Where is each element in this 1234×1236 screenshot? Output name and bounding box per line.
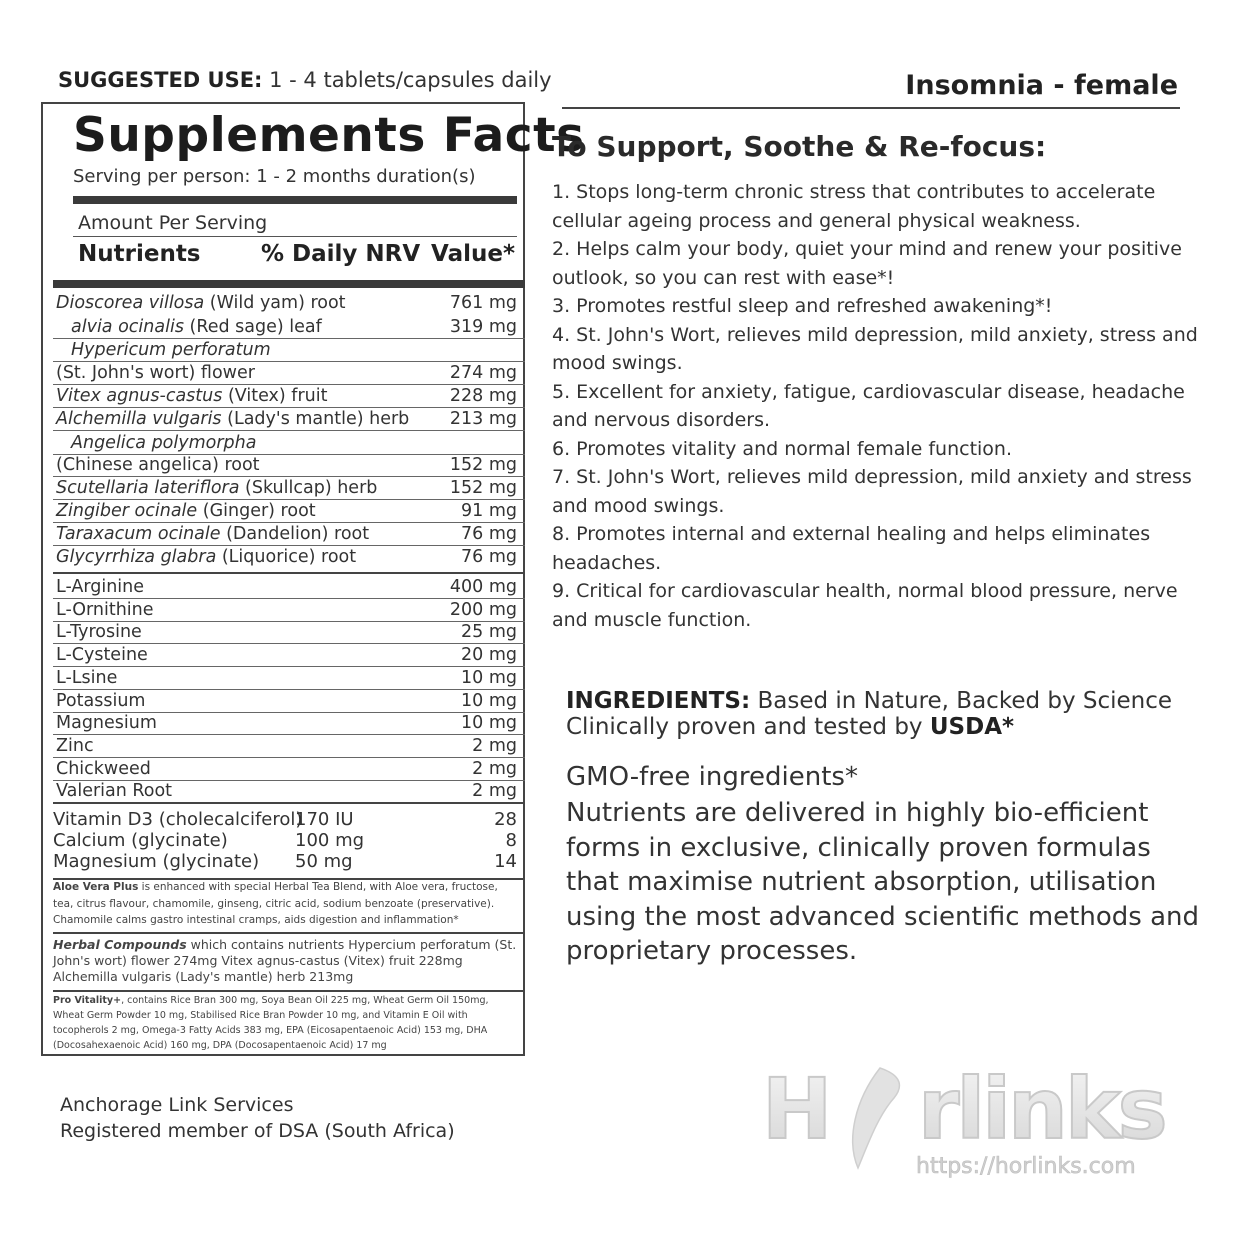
dsa-membership: Registered member of DSA (South Africa) bbox=[60, 1120, 455, 1142]
herb-latin-name: Dioscorea villosa bbox=[56, 293, 205, 313]
herb-row bbox=[53, 546, 525, 569]
vitamin-nrv: 8 bbox=[505, 830, 517, 851]
nutrient-name: Valerian Root bbox=[56, 781, 173, 802]
benefit-item: 9. Critical for cardiovascular health, normal blood pressure, nerve and muscle function. bbox=[552, 580, 1178, 631]
herb-common-name: (Chinese angelica) root bbox=[56, 455, 260, 475]
nutrient-value: 10 mg bbox=[461, 713, 517, 734]
nutrient-value: 400 mg bbox=[449, 577, 517, 597]
nutrient-row bbox=[53, 644, 525, 667]
vitamin-amount: 50 mg bbox=[295, 851, 353, 872]
thick-divider bbox=[53, 280, 525, 288]
herb-name bbox=[56, 455, 260, 475]
nutrient-row bbox=[53, 712, 525, 735]
herb-row bbox=[53, 500, 525, 523]
vitamin-amount: 100 mg bbox=[295, 830, 365, 851]
aloe-note-title: Aloe Vera Plus bbox=[53, 881, 139, 893]
herb-value: 274 mg bbox=[449, 363, 517, 383]
herb-common-name: (Wild yam) root bbox=[204, 293, 346, 313]
herb-row bbox=[53, 408, 525, 431]
benefit-item: 3. Promotes restful sleep and refreshed awakening*! bbox=[552, 295, 1053, 317]
nutrient-name: L-Lsine bbox=[56, 667, 118, 688]
title-divider bbox=[562, 107, 1180, 109]
ingredients-label: INGREDIENTS: bbox=[566, 688, 751, 714]
ingredients-heading bbox=[566, 688, 1172, 714]
herb-value: 76 mg bbox=[461, 524, 517, 544]
nutrient-name: L-Ornithine bbox=[56, 599, 154, 620]
herb-latin-name: Vitex agnus-castus bbox=[56, 386, 223, 406]
section-divider bbox=[53, 932, 525, 934]
svg-text:rlinks: rlinks bbox=[918, 1060, 1165, 1158]
nutrient-name: L-Tyrosine bbox=[56, 622, 142, 643]
herb-value: 213 mg bbox=[449, 409, 517, 429]
nutrient-row bbox=[53, 621, 525, 644]
herb-row bbox=[53, 432, 525, 455]
vitamin-nrv: 28 bbox=[494, 809, 517, 830]
herb-name bbox=[56, 547, 356, 567]
herb-row bbox=[53, 339, 525, 362]
benefit-item: 8. Promotes internal and external healing and helps eliminates headaches. bbox=[552, 523, 1151, 574]
watermark-url: https://horlinks.com bbox=[916, 1154, 1136, 1179]
herb-row bbox=[53, 477, 525, 500]
herb-name bbox=[71, 317, 322, 337]
nutrient-value: 2 mg bbox=[472, 781, 517, 802]
nutrient-value: 200 mg bbox=[449, 599, 517, 620]
svg-text:H: H bbox=[762, 1060, 831, 1158]
nutrient-row bbox=[53, 735, 525, 758]
nutrient-value: 20 mg bbox=[461, 645, 517, 666]
thin-divider bbox=[73, 236, 517, 237]
support-title: To Support, Soothe & Re-focus: bbox=[552, 130, 1047, 163]
nutrient-name: Magnesium bbox=[56, 713, 157, 734]
vitamin-nrv: 14 bbox=[494, 851, 517, 872]
benefit-item: 5. Excellent for anxiety, fatigue, cardiovascular disease, headache and nervous disorders. bbox=[552, 380, 1185, 431]
vitamin-name: Calcium (glycinate) bbox=[53, 830, 228, 851]
herb-value: 91 mg bbox=[461, 501, 517, 521]
vitamin-row bbox=[53, 809, 525, 830]
herb-value: 761 mg bbox=[449, 293, 517, 313]
herb-common-name: (Lady's mantle) herb bbox=[221, 409, 410, 429]
herb-common-name: (Liquorice) root bbox=[216, 547, 357, 567]
nutrient-value: 10 mg bbox=[461, 690, 517, 711]
herb-latin-name: alvia ocinalis bbox=[71, 317, 184, 337]
nutrient-name: L-Arginine bbox=[56, 577, 145, 597]
supplement-facts-panel bbox=[41, 102, 585, 1056]
suggested-use-text: 1 - 4 tablets/capsules daily bbox=[262, 68, 552, 92]
herb-name bbox=[71, 340, 271, 360]
herb-name bbox=[71, 433, 256, 453]
nutrient-name: Chickweed bbox=[56, 758, 151, 779]
aloe-note-text: is enhanced with special Herbal Tea Blend, with Aloe vera, fructose, tea, citrus flavour, chamomile, ginseng, citric acid, sodium benzoate (preservative). Chamomile calms gastro intestinal cramps, aids digestion and inflammation* bbox=[53, 881, 498, 926]
herb-common-name: (Vitex) fruit bbox=[222, 386, 328, 406]
section-divider bbox=[53, 572, 525, 574]
nutrient-value: 10 mg bbox=[461, 667, 517, 688]
benefit-item: 2. Helps calm your body, quiet your mind and renew your positive outlook, so you can rest with ease*! bbox=[552, 238, 1182, 289]
herb-name bbox=[56, 524, 369, 544]
herb-value: 76 mg bbox=[461, 547, 517, 567]
herb-name bbox=[56, 293, 346, 313]
vitamin-amount: 170 IU bbox=[295, 809, 354, 830]
vitamin-row bbox=[53, 830, 525, 851]
herb-common-name: (Dandelion) root bbox=[220, 524, 370, 544]
amount-per-serving: Amount Per Serving bbox=[78, 212, 268, 234]
herb-row bbox=[53, 385, 525, 408]
nutrient-row bbox=[53, 667, 525, 690]
product-title: Insomnia - female bbox=[905, 70, 1178, 101]
herb-value: 228 mg bbox=[449, 386, 517, 406]
horlinks-watermark-logo bbox=[760, 1040, 1200, 1180]
herb-name bbox=[56, 386, 327, 406]
gmo-free: GMO-free ingredients* bbox=[566, 762, 858, 792]
herb-latin-name: Zingiber ocinale bbox=[56, 501, 198, 521]
vitamin-name: Vitamin D3 (cholecalciferol) bbox=[53, 809, 303, 830]
benefit-item: 7. St. John's Wort, relieves mild depression, mild anxiety and stress and mood swings. bbox=[552, 466, 1192, 517]
herb-latin-name: Glycyrrhiza glabra bbox=[56, 547, 217, 567]
herb-common-name: (Red sage) leaf bbox=[183, 317, 322, 337]
herb-common-name: (St. John's wort) flower bbox=[56, 363, 255, 383]
herb-common-name: (Skullcap) herb bbox=[239, 478, 378, 498]
ingredients-description: Nutrients are delivered in highly bio-efficient forms in exclusive, clinically proven formulas that maximise nutrient absorption, utilisation using the most advanced scientific methods and proprietary processes. bbox=[566, 798, 1199, 966]
nutrient-row bbox=[53, 576, 525, 599]
benefit-item: 1. Stops long-term chronic stress that contributes to accelerate cellular ageing process and general physical weakness. bbox=[552, 181, 1156, 232]
company-name: Anchorage Link Services bbox=[60, 1094, 294, 1116]
nutrient-value: 2 mg bbox=[472, 758, 517, 779]
herb-value: 152 mg bbox=[449, 455, 517, 475]
herb-latin-name: Scutellaria lateriflora bbox=[56, 478, 240, 498]
usda-label: USDA* bbox=[929, 714, 1015, 740]
herb-common-name: (Ginger) root bbox=[197, 501, 316, 521]
herb-latin-name: Angelica polymorpha bbox=[71, 433, 257, 453]
ingredients-tagline: Based in Nature, Backed by Science bbox=[750, 688, 1173, 714]
thick-divider bbox=[73, 196, 517, 204]
herb-latin-name: Alchemilla vulgaris bbox=[56, 409, 222, 429]
section-divider bbox=[53, 990, 525, 992]
herb-row bbox=[53, 362, 525, 385]
nutrient-value: 25 mg bbox=[461, 622, 517, 643]
herb-row bbox=[53, 523, 525, 546]
herb-name bbox=[56, 409, 409, 429]
benefit-item: 4. St. John's Wort, relieves mild depression, mild anxiety, stress and mood swings. bbox=[552, 323, 1198, 374]
herb-latin-name: Hypericum perforatum bbox=[71, 340, 271, 360]
aloe-note bbox=[53, 879, 521, 929]
herb-value: 152 mg bbox=[449, 478, 517, 498]
header-nrv: % Daily NRV bbox=[261, 241, 421, 267]
facts-serving: Serving per person: 1 - 2 months duration(s) bbox=[73, 166, 476, 187]
vitality-note bbox=[53, 993, 521, 1053]
ingredients-tested bbox=[566, 714, 1014, 740]
benefit-item: 6. Promotes vitality and normal female function. bbox=[552, 437, 1013, 460]
herbal-note-title: Herbal Compounds bbox=[53, 937, 187, 952]
herb-latin-name: Taraxacum ocinale bbox=[56, 524, 221, 544]
nutrient-row bbox=[53, 690, 525, 713]
herbal-note-text: which contains nutrients Hypercium perforatum (St. John's wort) flower 274mg Vitex agnus-castus (Vitex) fruit 228mg Alchemilla vulgaris (Lady's mantle) herb 213mg bbox=[53, 937, 517, 984]
herb-name bbox=[56, 478, 377, 498]
header-nutrients: Nutrients bbox=[78, 241, 201, 267]
suggested-use bbox=[58, 68, 552, 92]
ingredients-tested-text: Clinically proven and tested by bbox=[566, 714, 930, 740]
herb-name bbox=[56, 363, 255, 383]
nutrient-name: L-Cysteine bbox=[56, 645, 148, 666]
nutrient-name: Potassium bbox=[56, 690, 146, 711]
herb-name bbox=[56, 501, 316, 521]
nutrient-row bbox=[53, 780, 525, 803]
vitality-note-text: , contains Rice Bran 300 mg, Soya Bean Oil 225 mg, Wheat Germ Oil 150mg, Wheat Germ Powder 10 mg, Stabilised Rice Bran Powder 10 mg, and Vitamin E Oil with tocopherols 2 mg, Omega-3 Fatty Acids 383 mg, EPA (Eicosapentaenoic Acid) 153 mg, DHA (Docosahexaenoic Acid) 160 mg, DPA (Docosapentaenoic Acid) 17 mg bbox=[53, 995, 489, 1051]
nutrient-name: Zinc bbox=[56, 735, 94, 756]
vitamin-name: Magnesium (glycinate) bbox=[53, 851, 260, 872]
benefits-list bbox=[552, 178, 1212, 634]
herb-value: 319 mg bbox=[449, 317, 517, 337]
herb-row bbox=[53, 292, 525, 315]
nutrient-row bbox=[53, 599, 525, 622]
herb-row bbox=[53, 454, 525, 477]
herbal-note bbox=[53, 937, 521, 985]
nutrient-row bbox=[53, 758, 525, 781]
suggested-use-label: SUGGESTED USE: bbox=[58, 68, 263, 92]
section-divider bbox=[53, 802, 525, 804]
nutrient-value: 2 mg bbox=[472, 735, 517, 756]
header-value: Value* bbox=[431, 241, 515, 267]
facts-title: Supplements Facts bbox=[73, 108, 585, 163]
vitality-note-title: Pro Vitality+ bbox=[53, 995, 122, 1006]
vitamin-row bbox=[53, 851, 525, 872]
herb-row bbox=[53, 316, 525, 339]
